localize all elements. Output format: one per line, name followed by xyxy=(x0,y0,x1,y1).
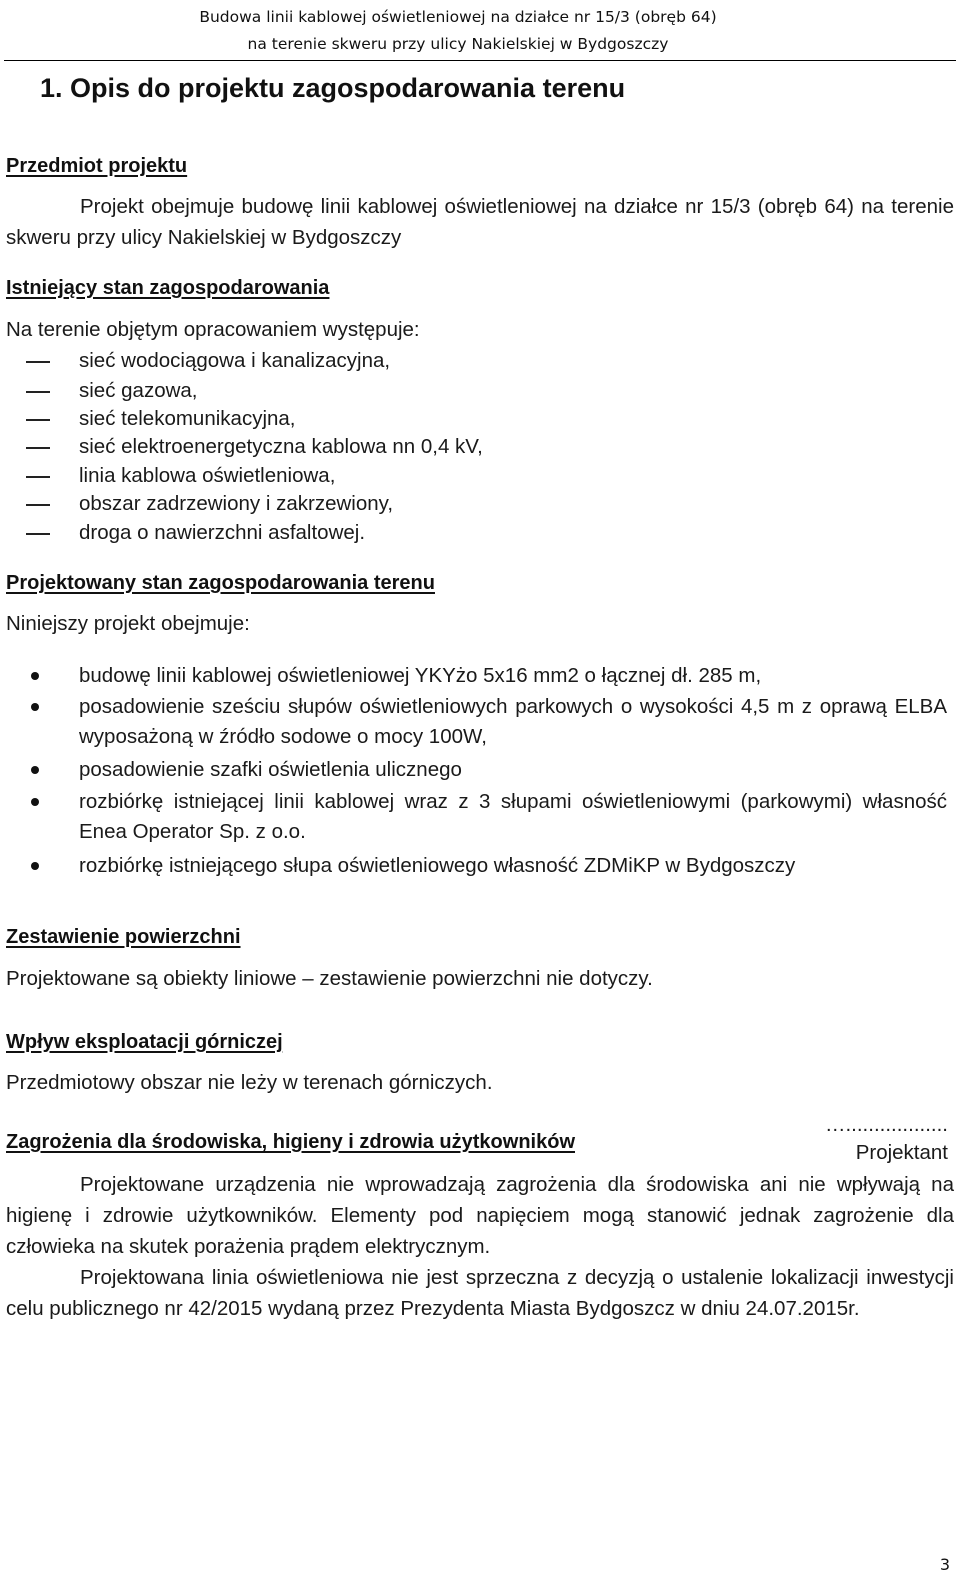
dash-marker xyxy=(26,504,50,506)
bullet-marker xyxy=(31,862,39,870)
bullet-marker xyxy=(31,672,39,680)
dash-marker xyxy=(26,533,50,535)
zestawienie-text: Projektowane są obiekty liniowe – zestawienie powierzchni nie dotyczy. xyxy=(6,967,653,990)
bullet-marker xyxy=(31,766,39,774)
signature-line: ….................. xyxy=(824,1113,948,1136)
heading-projektowany-stan: Projektowany stan zagospodarowania terenu xyxy=(6,572,435,594)
page-header xyxy=(148,4,768,58)
heading-przedmiot-projektu: Przedmiot projektu xyxy=(6,155,188,177)
page-number: 3 xyxy=(939,1555,950,1574)
dash-marker xyxy=(26,476,50,478)
dash-marker xyxy=(26,419,50,421)
header-line-2: na terenie skweru przy ulicy Nakielskiej w Bydgoszczy xyxy=(247,35,669,53)
header-rule xyxy=(4,60,956,61)
zagrozenia-paragraph-1: Projektowane urządzenia nie wprowadzają zagrożenia dla środowiska ani nie wpływają na higienę i zdrowie użytkowników. Elementy pod napięciem mogą stanowić jednak zagrożenie dla człowieka na skutek porażenia prądem elektrycznym. xyxy=(6,1173,954,1258)
heading-wplyw-eksploatacji: Wpływ eksploatacji górniczej xyxy=(6,1031,283,1053)
signature-label: Projektant xyxy=(855,1141,948,1164)
header-line-1: Budowa linii kablowej oświetleniowej na działce nr 15/3 (obręb 64) xyxy=(199,8,717,26)
gornicze-text: Przedmiotowy obszar nie leży w terenach górniczych. xyxy=(6,1071,493,1094)
heading-zestawienie-powierzchni: Zestawienie powierzchni xyxy=(6,926,241,948)
heading-zagrozenia: Zagrożenia dla środowiska, higieny i zdrowia użytkowników xyxy=(6,1131,575,1153)
heading-istniejacy-stan: Istniejący stan zagospodarowania xyxy=(6,277,330,299)
dash-marker xyxy=(26,361,50,363)
dash-marker xyxy=(26,447,50,449)
zagrozenia-paragraph-2: Projektowana linia oświetleniowa nie jest sprzeczna z decyzją o ustalenie lokalizacji inwestycji celu publicznego nr 42/2015 wydaną przez Prezydenta Miasta Bydgoszcz w dniu 24.07.2015r. xyxy=(6,1266,954,1320)
przedmiot-text: Projekt obejmuje budowę linii kablowej oświetleniowej na działce nr 15/3 (obręb 64) na terenie skweru przy ulicy Nakielskiej w Bydgoszczy xyxy=(6,195,954,249)
istniejacy-intro: Na terenie objętym opracowaniem występuje: xyxy=(6,318,420,341)
dash-marker xyxy=(26,391,50,393)
bullet-marker xyxy=(31,798,39,806)
projektowany-intro: Niniejszy projekt obejmuje: xyxy=(6,612,250,635)
document-title: 1. Opis do projektu zagospodarowania terenu xyxy=(40,73,626,103)
bullet-marker xyxy=(31,703,39,711)
